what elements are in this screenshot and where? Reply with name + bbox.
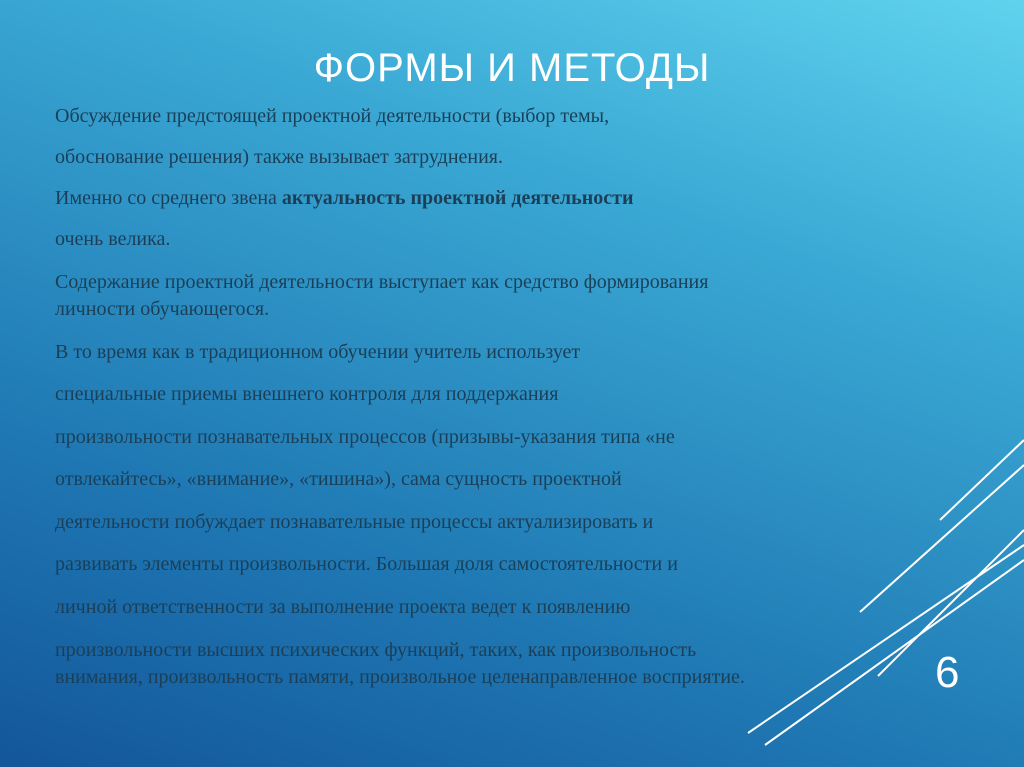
body-line-7: специальные приемы внешнего контроля для поддержания xyxy=(55,383,559,405)
emphasis-prefix: Именно со среднего звена xyxy=(55,187,282,209)
body-line-8: произвольности познавательных процессов (призывы-указания типа «не xyxy=(55,426,675,448)
deco-line-4 xyxy=(748,545,1024,733)
body-line-2: обоснование решения) также вызывает затруднения. xyxy=(55,146,503,168)
body-line-3: очень велика. xyxy=(55,228,171,250)
body-line-5: личности обучающегося. xyxy=(55,298,270,320)
deco-line-2 xyxy=(860,465,1024,612)
body-line-4: Содержание проектной деятельности выступает как средство формирования xyxy=(55,271,709,293)
body-line-6: В то время как в традиционном обучении учитель использует xyxy=(55,341,581,363)
body-line-11: развивать элементы произвольности. Большая доля самостоятельности и xyxy=(55,553,678,575)
body-line-1: Обсуждение предстоящей проектной деятельности (выбор темы, xyxy=(55,105,610,127)
body-line-13: произвольности высших психических функций, таких, как произвольность xyxy=(55,639,697,661)
slide-title: ФОРМЫ И МЕТОДЫ xyxy=(313,46,711,90)
deco-line-1 xyxy=(940,440,1024,520)
deco-line-5 xyxy=(765,560,1024,745)
body-line-9: отвлекайтесь», «внимание», «тишина»), сама сущность проектной xyxy=(55,468,622,490)
body-line-10: деятельности побуждает познавательные процессы актуализировать и xyxy=(55,511,654,533)
body-line-14: внимания, произвольность памяти, произвольное целенаправленное восприятие. xyxy=(55,666,745,688)
body-line-12: личной ответственности за выполнение проекта ведет к появлению xyxy=(55,596,631,618)
emphasis-bold: актуальность проектной деятельности xyxy=(281,187,634,209)
page-number: 6 xyxy=(935,648,960,697)
body-line-emphasis xyxy=(55,186,633,210)
